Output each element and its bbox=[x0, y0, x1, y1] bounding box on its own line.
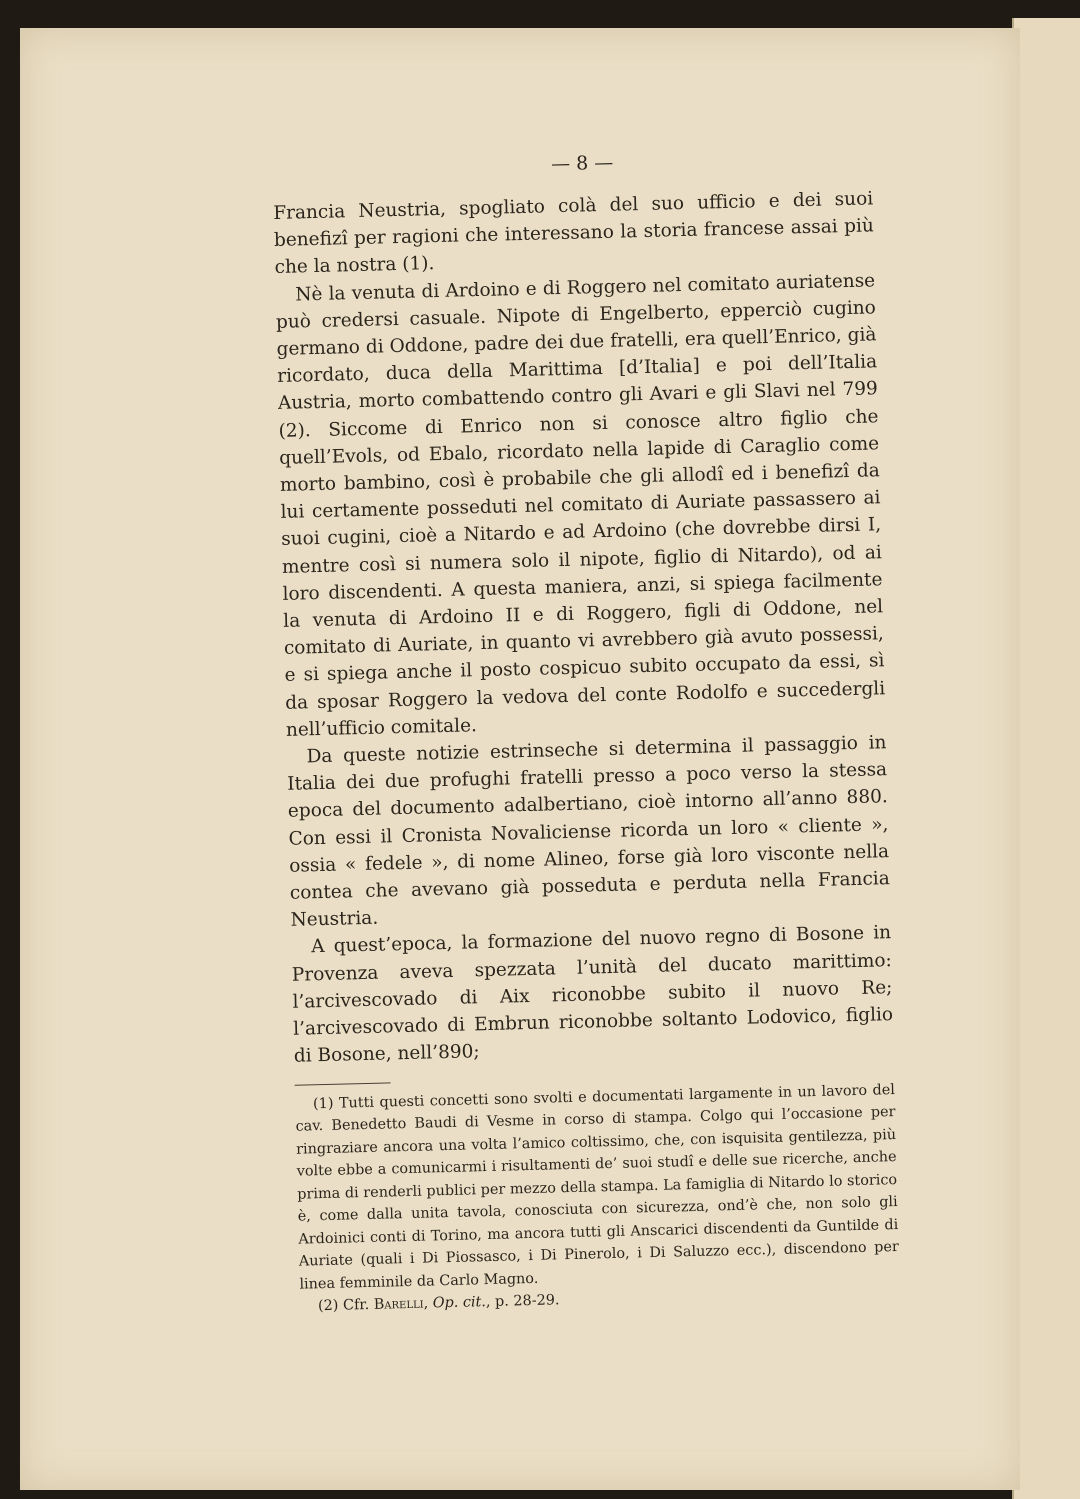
footnote-1: (1) Tutti questi concetti sono svolti e documentati largamente in un lavoro del cav. Benedetto Baudi di Vesme in corso di stampa. Colgo qui l’occasione per ringraziare ancora una volta l’amico coltissimo, che, con isquisita gentilezza, più volte ebbe a comunicarmi i risultamenti de’ suoi studî e delle sue ricerche, anche prima di renderli publici per mezzo della stampa. La famiglia di Nitardo lo storico è, come dalla unita tavola, conosciuta con sicurezza, ond’è che, non solo gli Ardoinici conti di Torino, ma ancora tutti gli Anscarici discendenti da Guntilde di Auriate (quali i Di Piossasco, i Di Pinerolo, i Di Saluzzo ecc.), discendono per linea femminile da Carlo Magno. bbox=[295, 1081, 899, 1293]
footnote-2: (2) Cfr. Barelli, Op. cit., p. 28-29. bbox=[317, 1292, 560, 1315]
footnote-2-work: Op. cit. bbox=[432, 1294, 487, 1312]
facing-page-edge bbox=[1012, 18, 1080, 1499]
page-number: — 8 — bbox=[550, 151, 614, 176]
paragraph-4: A quest’epoca, la formazione del nuovo regno di Bosone in Provenza aveva spezzata l’unità del ducato marittimo: l’arcivescovado di Aix riconobbe subito il nuovo Re; l’arcivescovado di Embrun riconobbe soltanto Lodovico, figlio di Bosone, nell’890; bbox=[291, 922, 894, 1068]
footnote-2-prefix: (2) Cfr. bbox=[317, 1296, 370, 1315]
paragraph-3: Da queste notizie estrinseche si determina il passaggio in Italia dei due profughi fratelli presso a poco verso la stessa epoca del documento adalbertiano, cioè intorno all’anno 880. Con essi il Cronista Novaliciense ricorda un loro « cliente », ossia « fedele », di nome Alineo, forse già loro visconte nella contea che avevano già posseduta e perduta nella Francia Neustria. bbox=[287, 732, 891, 932]
footnote-2-author: Barelli bbox=[373, 1295, 424, 1313]
paragraph-1: Francia Neustria, spogliato colà del suo ufficio e dei suoi benefizî per ragioni che interessano la storia francese assai più che la nostra (1). bbox=[273, 188, 875, 279]
footnote-divider bbox=[295, 1082, 391, 1085]
page-text-block bbox=[272, 145, 900, 1318]
footnote-2-pages: p. 28-29. bbox=[494, 1292, 560, 1310]
paragraph-2: Nè la venuta di Ardoino e di Roggero nel comitato auriatense può credersi casuale. Nipote di Engelberto, epperciò cugino germano di Oddone, padre dei due fratelli, era quell’Enrico, già ricordato, duca della Marittima [d’Italia] e poi dell’Italia Austria, morto combattendo contro gli Avari e gli Slavi nel 799 (2). Siccome di Enrico non si conosce altro figlio che quell’Evols, od Ebalo, ricordato nella lapide di Caraglio come morto bambino, così è probabile che gli allodî ed i benefizî da lui certamente posseduti nel comitato di Auriate passassero ai suoi cugini, cioè a Nitardo e ad Ardoino (che dovrebbe dirsi I, mentre così si numera solo il nipote, figlio di Nitardo), od ai loro discendenti. A questa maniera, anzi, si spiega facilmente la venuta di Ardoino II e di Roggero, figli di Oddone, nel comitato di Auriate, in quanto vi avrebbero già avuto possessi, e si spiega anche il posto cospicuo subito occupato da essi, sì da sposar Roggero la vedova del conte Rodolfo e succedergli nell’ufficio comitale. bbox=[275, 269, 886, 741]
